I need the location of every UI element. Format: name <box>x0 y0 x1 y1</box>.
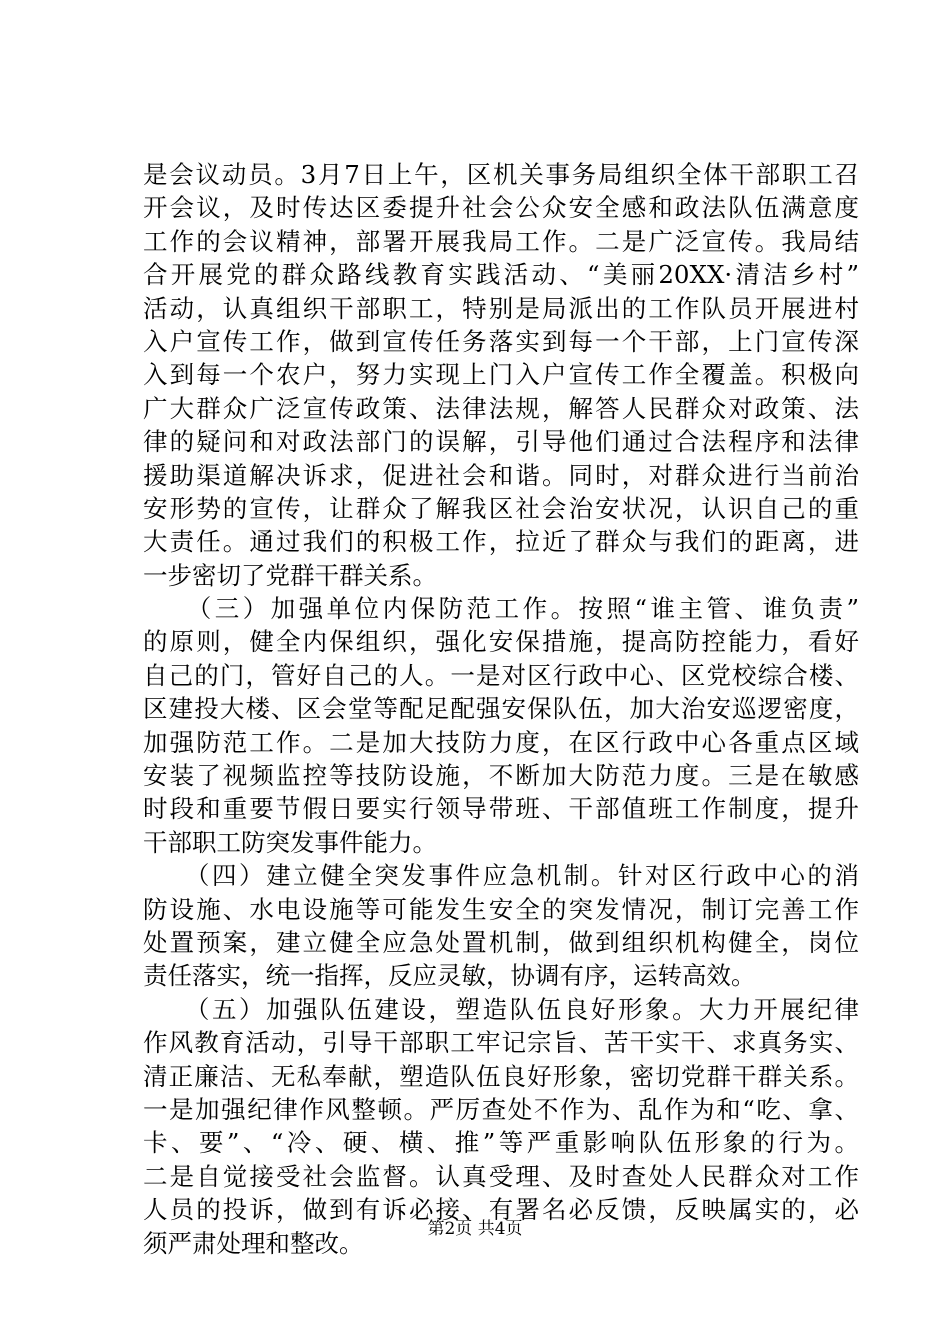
text-line: 自己的门，管好自己的人。一是对区行政中心、区党校综合楼、 <box>143 660 859 690</box>
text-line: （三）加强单位内保防范工作。按照“谁主管、谁负责” <box>143 594 859 624</box>
text-line: 清正廉洁、无私奉献，塑造队伍良好形象，密切党群干群关系。 <box>143 1061 859 1091</box>
text-line: （四）建立健全突发事件应急机制。针对区行政中心的消 <box>143 861 859 891</box>
text-line: 处置预案，建立健全应急处置机制，做到组织机构健全，岗位 <box>143 927 859 957</box>
text-line: 活动，认真组织干部职工，特别是局派出的工作队员开展进村 <box>143 293 859 323</box>
text-line: 加强防范工作。二是加大技防力度，在区行政中心各重点区域 <box>143 727 859 757</box>
text-line: 开会议，及时传达区委提升社会公众安全感和政法队伍满意度 <box>143 193 859 223</box>
text-line: 广大群众广泛宣传政策、法律法规，解答人民群众对政策、法 <box>143 393 859 423</box>
text-line: 是会议动员。3月7日上午，区机关事务局组织全体干部职工召 <box>143 160 859 189</box>
text-line: 律的疑问和对政法部门的误解，引导他们通过合法程序和法律 <box>143 427 859 457</box>
text-line: 一是加强纪律作风整顿。严厉查处不作为、乱作为和“吃、拿、 <box>143 1094 859 1124</box>
text-line: 责任落实，统一指挥，反应灵敏，协调有序，运转高效。 <box>143 961 756 991</box>
text-line: 防设施、水电设施等可能发生安全的突发情况，制订完善工作 <box>143 894 859 924</box>
text-line: 入到每一个农户，努力实现上门入户宣传工作全覆盖。积极向 <box>143 360 859 390</box>
text-line: 入户宣传工作，做到宣传任务落实到每一个干部，上门宣传深 <box>143 326 859 356</box>
text-line: 作风教育活动，引导干部职工牢记宗旨、苦干实干、求真务实、 <box>143 1028 859 1058</box>
text-line: 时段和重要节假日要实行领导带班、干部值班工作制度，提升 <box>143 794 859 824</box>
text-line: 卡、要”、“冷、硬、横、推”等严重影响队伍形象的行为。 <box>143 1128 859 1158</box>
text-line: 二是自觉接受社会监督。认真受理、及时查处人民群众对工作 <box>143 1161 859 1191</box>
body-text <box>143 158 859 1260</box>
text-line: 区建投大楼、区会堂等配足配强安保队伍，加大治安巡逻密度， <box>143 694 859 724</box>
text-line: 合开展党的群众路线教育实践活动、“美丽20XX·清洁乡村” <box>143 260 859 290</box>
text-line: 的原则，健全内保组织，强化安保措施，提高防控能力，看好 <box>143 627 859 657</box>
text-line: 工作的会议精神，部署开展我局工作。二是广泛宣传。我局结 <box>143 226 859 256</box>
text-line: 一步密切了党群干群关系。 <box>143 560 437 590</box>
page-footer: 第2页 共4页 <box>427 1219 523 1239</box>
text-line: 干部职工防突发事件能力。 <box>143 827 437 857</box>
text-line: 人员的投诉，做到有诉必接、有署名必反馈，反映属实的，必 <box>143 1195 859 1225</box>
text-line: 安形势的宣传，让群众了解我区社会治安状况，认识自己的重 <box>143 493 859 523</box>
text-line: 援助渠道解决诉求，促进社会和谐。同时，对群众进行当前治 <box>143 460 859 490</box>
text-line: 安装了视频监控等技防设施，不断加大防范力度。三是在敏感 <box>143 761 859 791</box>
text-line: 须严肃处理和整改。 <box>143 1228 364 1258</box>
text-line: 大责任。通过我们的积极工作，拉近了群众与我们的距离，进 <box>143 527 859 557</box>
text-line: （五）加强队伍建设，塑造队伍良好形象。大力开展纪律 <box>143 994 859 1024</box>
